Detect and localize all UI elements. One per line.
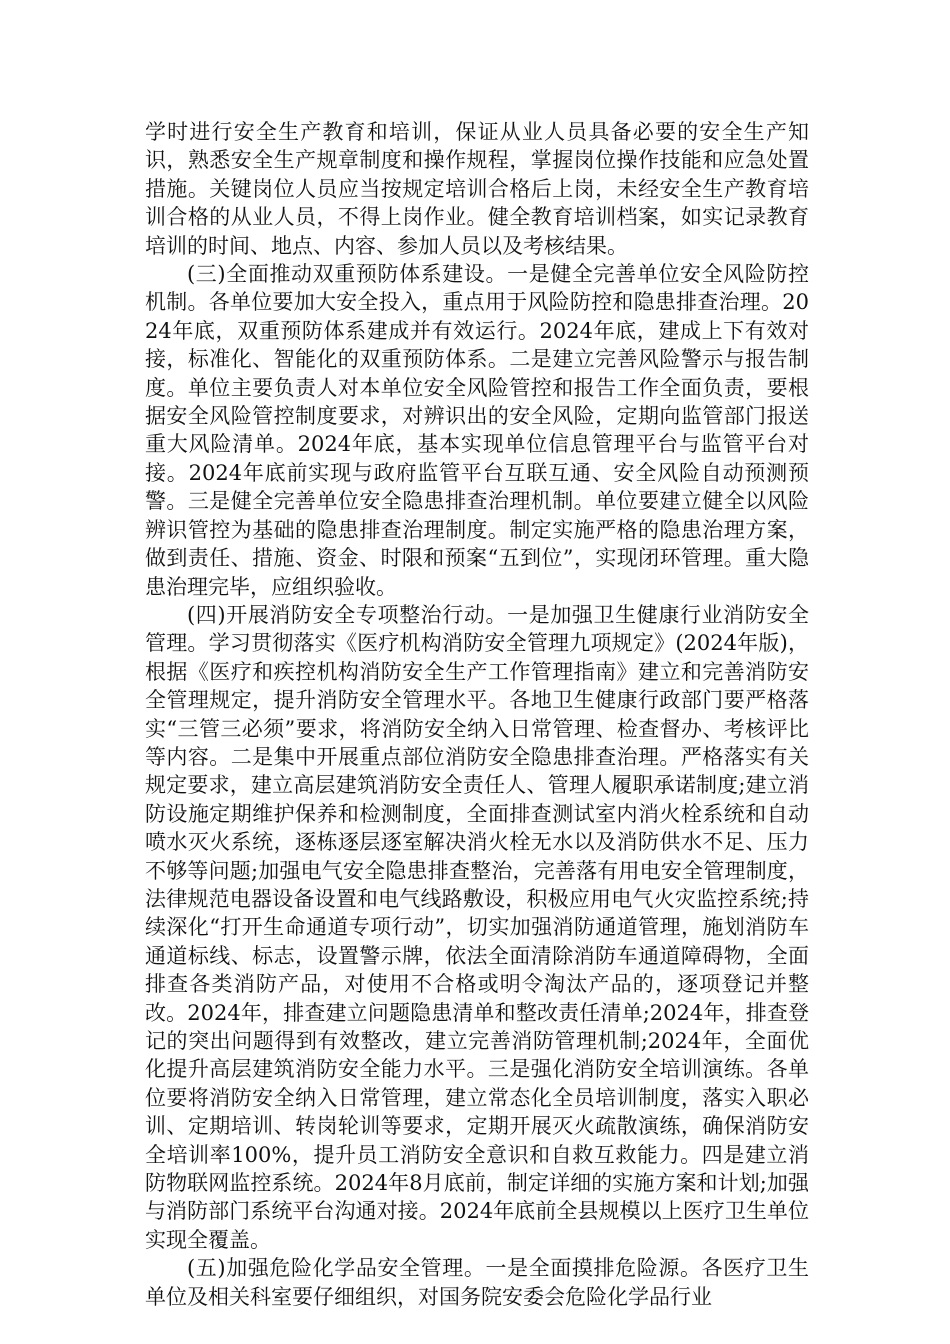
paragraph-training-records: 学时进行安全生产教育和培训，保证从业人员具备必要的安全生产知识，熟悉安全生产规章制度和操作规程，掌握岗位操作技能和应急处置措施。关键岗位人员应当按规定培训合格后上岗，未经安全生产教育培训合格的从业人员，不得上岗作业。健全教育培训档案，如实记录教育培训的时间、地点、内容、参加人员以及考核结果。 — [145, 120, 809, 258]
paragraph-dual-prevention: (三)全面推动双重预防体系建设。一是健全完善单位安全风险防控机制。各单位要加大安全投入，重点用于风险防控和隐患排查治理。2024年底，双重预防体系建成并有效运行。2024年底，建成上下有效对接，标准化、智能化的双重预防体系。二是建立完善风险警示与报告制度。单位主要负责人对本单位安全风险管控和报告工作全面负责，要根据安全风险管控制度要求，对辨识出的安全风险，定期向监管部门报送重大风险清单。2024年底，基本实现单位信息管理平台与监管平台对接。2024年底前实现与政府监管平台互联互通、安全风险自动预测预警。三是健全完善单位安全隐患排查治理机制。单位要建立健全以风险辨识管控为基础的隐患排查治理制度。制定实施严格的隐患治理方案，做到责任、措施、资金、时限和预案“五到位”，实现闭环管理。重大隐患治理完毕，应组织验收。 — [145, 262, 809, 599]
paragraph-hazardous-chemicals: (五)加强危险化学品安全管理。一是全面摸排危险源。各医疗卫生单位及相关科室要仔细组织，对国务院安委会危险化学品行业 — [145, 1256, 809, 1309]
paragraph-fire-safety: (四)开展消防安全专项整治行动。一是加强卫生健康行业消防安全管理。学习贯彻落实《医疗机构消防安全管理九项规定》(2024年版)，根据《医疗和疾控机构消防安全生产工作管理指南》建立和完善消防安全管理规定，提升消防安全管理水平。各地卫生健康行政部门要严格落实“三管三必须”要求，将消防安全纳入日常管理、检查督办、考核评比等内容。二是集中开展重点部位消防安全隐患排查治理。严格落实有关规定要求，建立高层建筑消防安全责任人、管理人履职承诺制度;建立消防设施定期维护保养和检测制度，全面排查测试室内消火栓系统和自动喷水灭火系统，逐栋逐层逐室解决消火栓无水以及消防供水不足、压力不够等问题;加强电气安全隐患排查整治，完善落有用电安全管理制度，法律规范电器设备设置和电气线路敷设，积极应用电气火灾监控系统;持续深化“打开生命通道专项行动”，切实加强消防通道管理，施划消防车通道标线、标志，设置警示牌，依法全面清除消防车通道障碍物，全面排查各类消防产品，对使用不合格或明令淘汰产品的，逐项登记并整改。2024年，排查建立问题隐患清单和整改责任清单;2024年，排查登记的突出问题得到有效整改，建立完善消防管理机制;2024年，全面优化提升高层建筑消防安全能力水平。三是强化消防安全培训演练。各单位要将消防安全纳入日常管理，建立常态化全员培训制度，落实入职必训、定期培训、转岗轮训等要求，定期开展灭火疏散演练，确保消防安全培训率100%，提升员工消防安全意识和自救互救能力。四是建立消防物联网监控系统。2024年8月底前，制定详细的实施方案和计划;加强与消防部门系统平台沟通对接。2024年底前全县规模以上医疗卫生单位实现全覆盖。 — [145, 602, 809, 1252]
document-body — [145, 118, 809, 1311]
